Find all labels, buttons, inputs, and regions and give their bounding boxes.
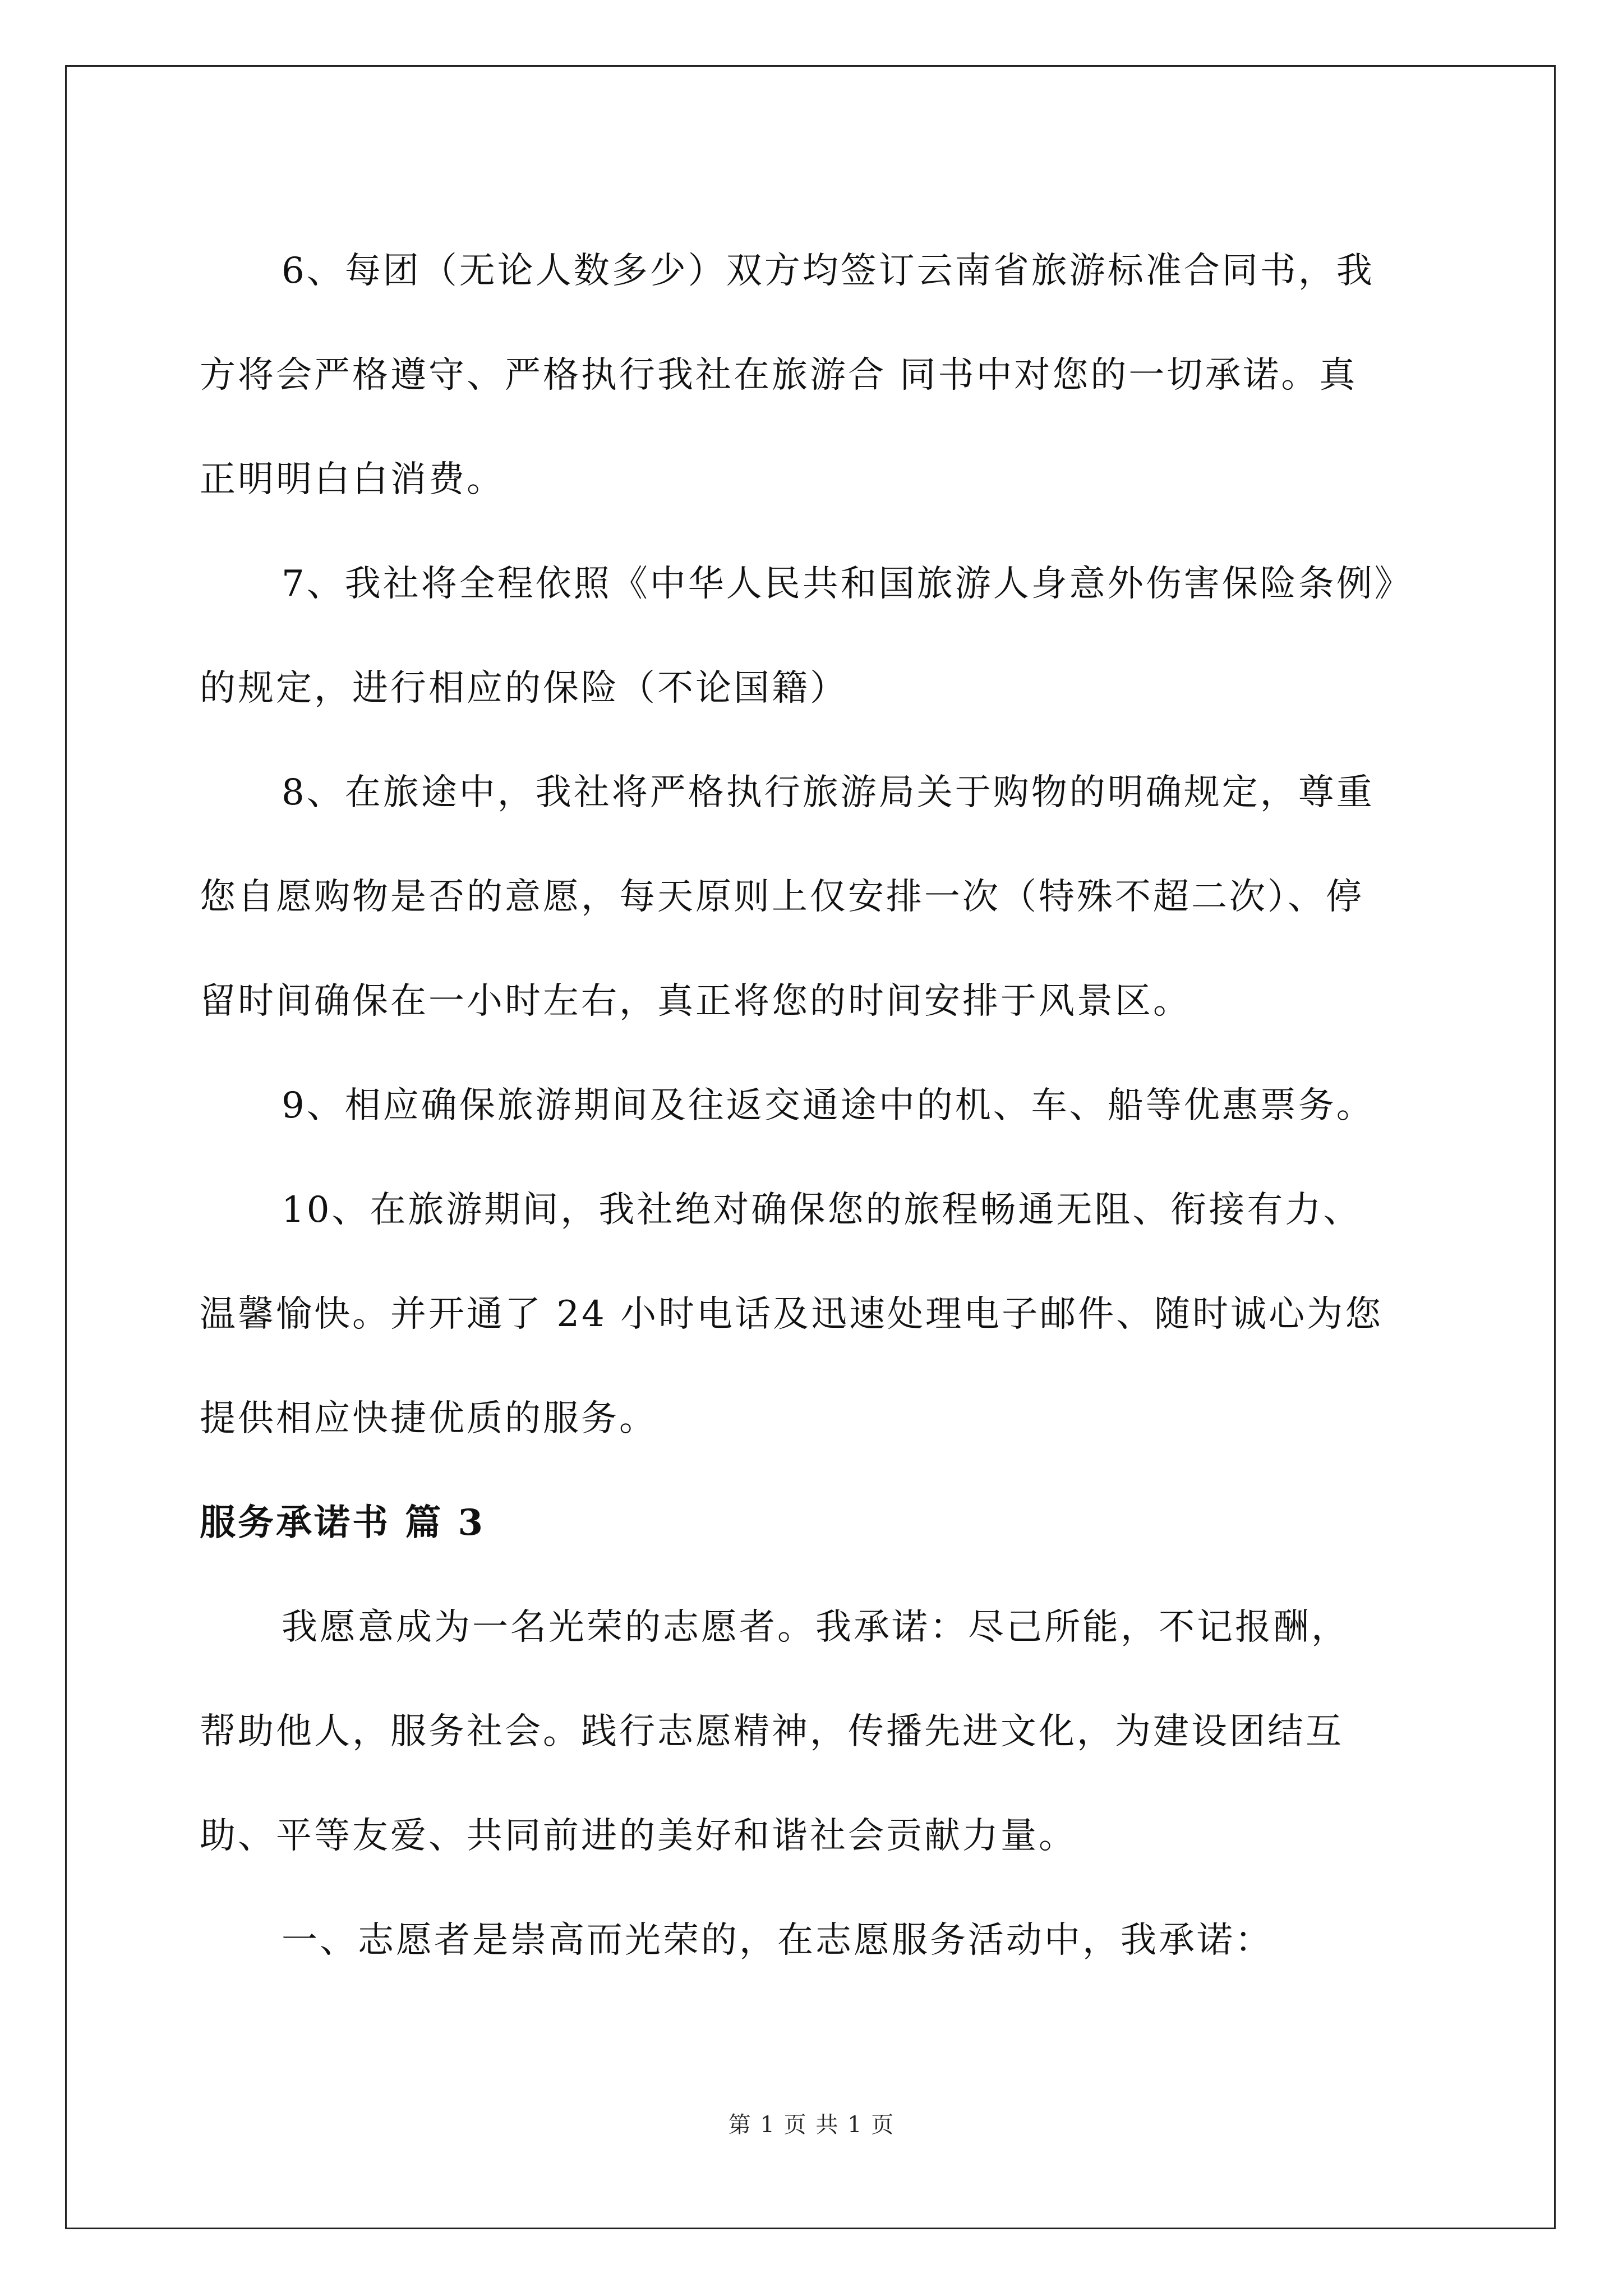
text-line: 的规定，进行相应的保险（不论国籍） bbox=[200, 668, 848, 709]
paragraph-point-1 bbox=[200, 1888, 1433, 1993]
text-line: 9、相应确保旅游期间及往返交通途中的机、车、船等优惠票务。 bbox=[282, 1085, 1375, 1126]
text-line: 提供相应快捷优质的服务。 bbox=[200, 1398, 657, 1439]
text-line: 6、每团（无论人数多少）双方均签订云南省旅游标准合同书，我 bbox=[282, 250, 1375, 292]
text-line: 助、平等友爱、共同前进的美好和谐社会贡献力量。 bbox=[200, 1815, 1077, 1857]
text-line: 正明明白白消费。 bbox=[200, 459, 505, 500]
paragraph-pledge bbox=[200, 1575, 1433, 1888]
paragraph-item-6 bbox=[200, 219, 1433, 532]
document-body bbox=[200, 219, 1433, 1993]
page-number: 第 1 页 共 1 页 bbox=[728, 2112, 895, 2138]
text-line: 10、在旅游期间，我社绝对确保您的旅程畅通无阻、衔接有力、 bbox=[282, 1189, 1362, 1231]
paragraph-item-7 bbox=[200, 532, 1433, 740]
text-line: 我愿意成为一名光荣的志愿者。我承诺：尽己所能，不记报酬， bbox=[282, 1607, 1349, 1648]
section-heading: 服务承诺书 篇 3 bbox=[200, 1502, 486, 1544]
paragraph-item-9 bbox=[200, 1053, 1433, 1158]
text-line: 8、在旅途中，我社将严格执行旅游局关于购物的明确规定，尊重 bbox=[282, 772, 1375, 813]
text-line: 留时间确保在一小时左右，真正将您的时间安排于风景区。 bbox=[200, 981, 1191, 1022]
text-line: 7、我社将全程依照《中华人民共和国旅游人身意外伤害保险条例》 bbox=[282, 563, 1413, 605]
text-line: 方将会严格遵守、严格执行我社在旅游合 同书中对您的一切承诺。真 bbox=[200, 355, 1358, 396]
page-footer bbox=[0, 2107, 1623, 2139]
text-line: 温馨愉快。并开通了 24 小时电话及迅速处理电子邮件、随时诚心为您 bbox=[200, 1294, 1384, 1335]
text-line: 一、志愿者是崇高而光荣的，在志愿服务活动中，我承诺： bbox=[282, 1920, 1273, 1961]
paragraph-item-10 bbox=[200, 1158, 1433, 1471]
text-line: 帮助他人，服务社会。践行志愿精神，传播先进文化，为建设团结互 bbox=[200, 1711, 1344, 1752]
paragraph-item-8 bbox=[200, 740, 1433, 1053]
text-line: 您自愿购物是否的意愿，每天原则上仅安排一次（特殊不超二次）、停 bbox=[200, 876, 1364, 918]
